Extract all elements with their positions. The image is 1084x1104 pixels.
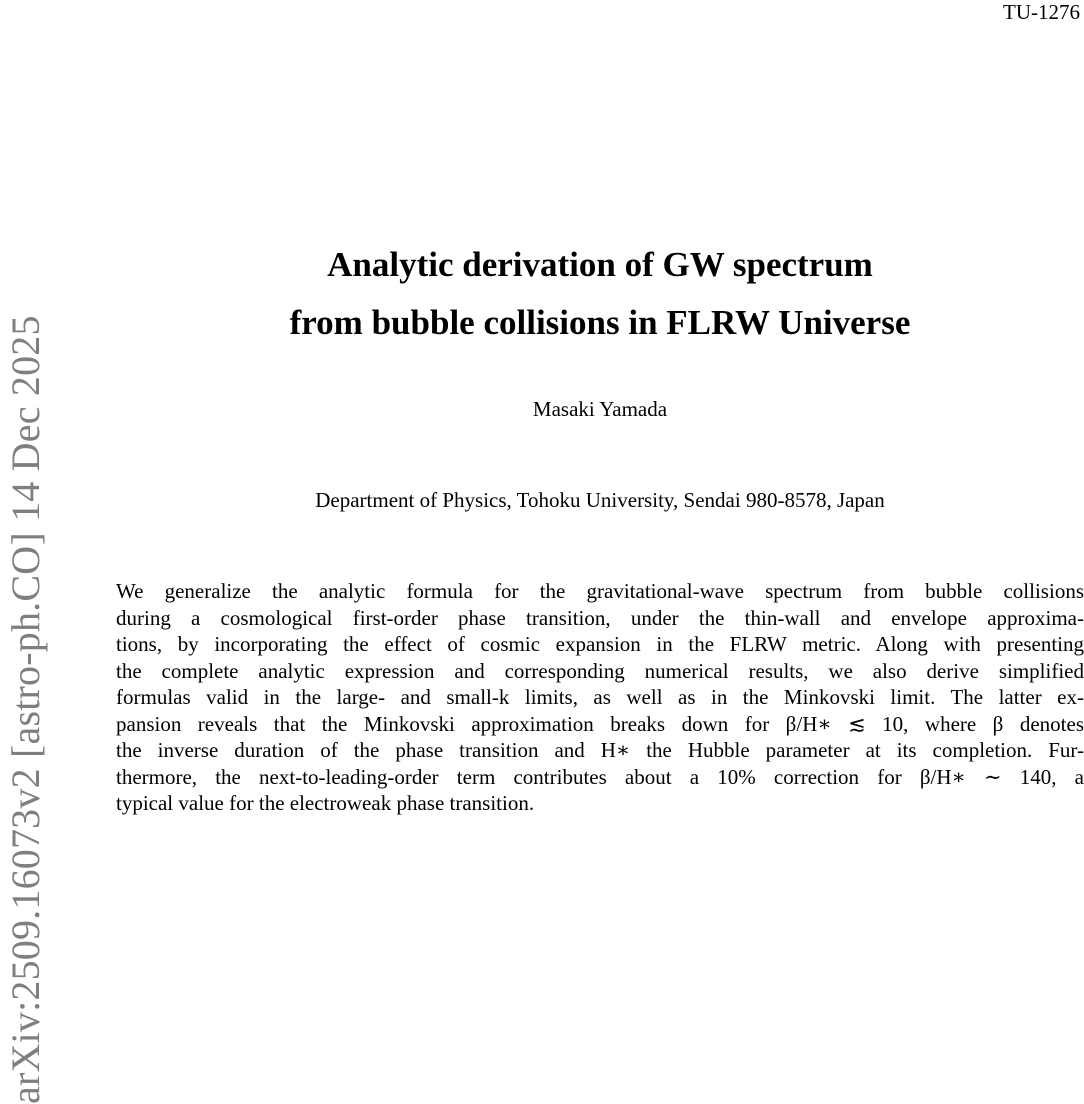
abstract-line: the inverse duration of the phase transition and H∗ the Hubble parameter at its completion. Fur-	[116, 738, 1084, 762]
abstract-line: thermore, the next-to-leading-order term contributes about a 10% correction for β/H∗ ∼ 140, a	[116, 764, 1084, 789]
abstract	[116, 578, 1084, 817]
report-number: TU-1276	[1003, 0, 1080, 24]
paper-title	[116, 236, 1084, 352]
abstract-line: We generalize the analytic formula for the gravitational-wave spectrum from bubble collisions	[116, 579, 1084, 603]
title-line: from bubble collisions in FLRW Universe	[289, 303, 911, 342]
affiliation: Department of Physics, Tohoku University, Sendai 980-8578, Japan	[315, 488, 885, 512]
abstract-line: typical value for the electroweak phase transition.	[116, 791, 535, 815]
arxiv-identifier: arXiv:2509.16073v2 [astro-ph.CO] 14 Dec 2025	[3, 315, 48, 1104]
abstract-line: formulas valid in the large- and small-k limits, as well as in the Minkovski limit. The latter ex-	[116, 685, 1084, 709]
abstract-line: during a cosmological first-order phase transition, under the thin-wall and envelope approxima-	[116, 605, 1084, 630]
abstract-line: the complete analytic expression and corresponding numerical results, we also derive simplified	[116, 658, 1084, 683]
abstract-line: tions, by incorporating the effect of cosmic expansion in the FLRW metric. Along with presenting	[116, 632, 1084, 656]
title-line: Analytic derivation of GW spectrum	[327, 245, 873, 284]
abstract-line: pansion reveals that the Minkovski approximation breaks down for β/H∗ ≲ 10, where β denotes	[116, 711, 1084, 736]
author: Masaki Yamada	[532, 397, 668, 421]
